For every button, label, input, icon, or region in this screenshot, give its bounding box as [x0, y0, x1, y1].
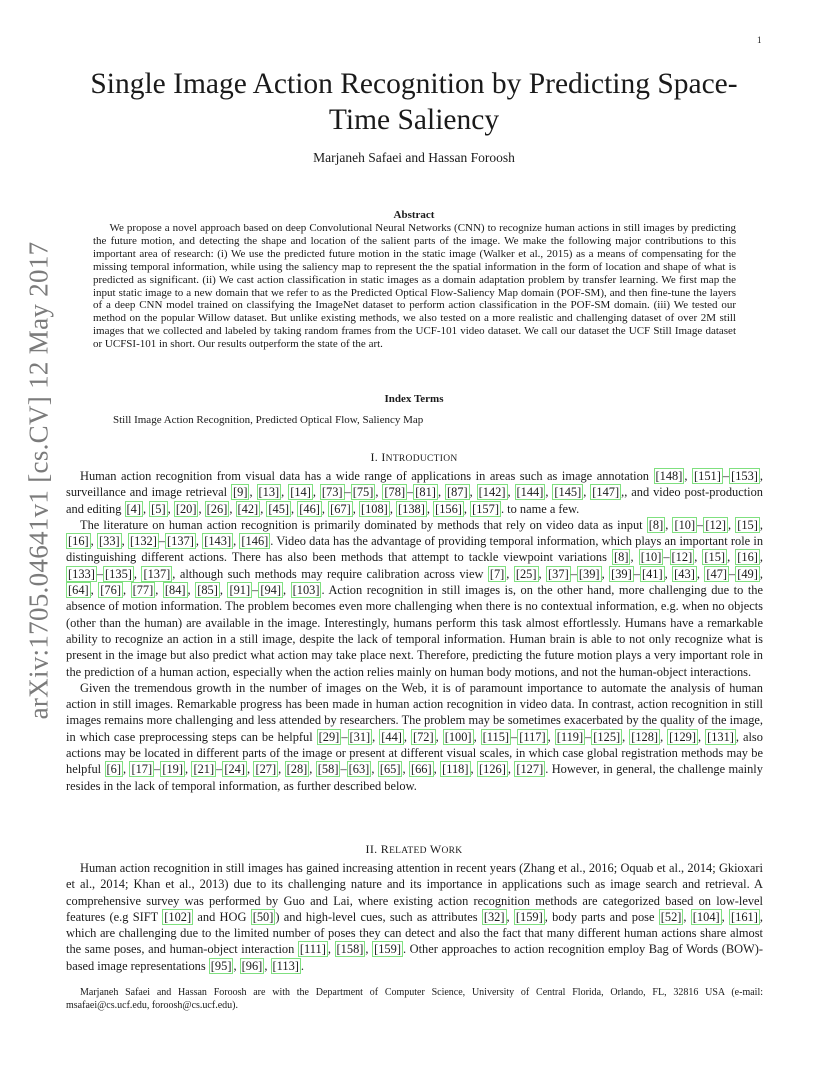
citation-link[interactable]: [13] [258, 485, 280, 500]
citation-link[interactable]: [131] [707, 729, 734, 744]
citation-link[interactable]: [119] [556, 729, 584, 744]
index-terms-heading: Index Terms [384, 393, 444, 405]
citation-link[interactable]: [50] [252, 909, 274, 924]
citation-link[interactable]: [9] [233, 485, 248, 500]
citation-link[interactable]: [4] [126, 501, 141, 516]
citation-link[interactable]: [43] [674, 566, 695, 581]
citation-link[interactable]: [47] [706, 566, 728, 581]
citation-link[interactable]: [102] [164, 909, 192, 924]
arxiv-identifier-stamp[interactable] [18, 241, 60, 719]
citation-link[interactable]: [41] [641, 566, 663, 581]
citation-link[interactable]: [52] [660, 909, 682, 924]
citation-link[interactable]: [85] [197, 583, 218, 598]
citation-link[interactable]: [16] [737, 550, 758, 565]
citation-link[interactable]: [142] [478, 485, 506, 500]
citation-link[interactable]: [76] [100, 583, 121, 598]
arxiv-identifier-text: arXiv:1705.04641v1 [cs.CV] 12 May 2017 [23, 241, 54, 719]
section-heading-introduction [60, 450, 768, 465]
citation-link[interactable]: [77] [132, 583, 154, 598]
citation-link[interactable]: [91] [229, 583, 251, 598]
citation-link[interactable]: [129] [669, 729, 696, 744]
abstract-body: We propose a novel approach based on deep Convolutional Neural Networks (CNN) to recognize human actions in still images by predicting the future motion, and detecting the shape and location of the salient parts of the image. We make the following major contributions to this important area of research: (i) We use the predicted future motion in the static image (Walker et al., 2015) as a means of compensating for the missing temporal information, while using the saliency map to represent the the spatial information in the form of location and shape of what is predicted as significant. (ii) We cast action classification in static images as a domain adaptation problem by transfer learning. We first map the input static image to a new domain that we refer to as the Predicted Optical Flow-Saliency Map domain (POF-SM), and then fine-tune the layers of a deep CNN model trained on classifying the ImageNet dataset to perform action classification in the POF-SM domain. (iii) We tested our method on the popular Willow dataset. But unlike existing methods, we also tested on a more realistic and challenging dataset of over 2M still images that we collected and labeled by taking random frames from the UCF-101 video dataset. We call our dataset the UCF Still Image dataset or UCFSI-101 in short. Our results outperform the state of the art. [93, 222, 736, 351]
introduction-text [66, 468, 763, 794]
citation-link[interactable]: [126] [479, 762, 506, 777]
citation-link[interactable]: [132] [130, 534, 157, 549]
citation-link[interactable]: [118] [442, 762, 469, 777]
citation-link[interactable]: [6] [106, 762, 121, 777]
citation-link[interactable]: [159] [515, 909, 543, 924]
citation-link[interactable]: [8] [648, 517, 664, 532]
citation-link[interactable]: [29] [318, 729, 340, 744]
citation-link[interactable]: [137] [143, 566, 171, 581]
citation-link[interactable]: [44] [381, 729, 402, 744]
citation-link[interactable]: [26] [206, 501, 228, 516]
citation-link[interactable]: [153] [731, 469, 758, 483]
citation-link[interactable]: [5] [151, 501, 166, 516]
citation-link[interactable]: [10] [640, 550, 662, 565]
citation-link[interactable]: [147] [592, 485, 620, 500]
section-heading-related-work [60, 842, 768, 857]
citation-link[interactable]: [64] [68, 583, 89, 598]
citation-link[interactable]: [16] [68, 534, 89, 549]
citation-link[interactable]: [143] [204, 534, 232, 549]
citation-link[interactable]: [65] [379, 762, 401, 777]
citation-link[interactable]: [37] [548, 566, 569, 581]
citation-link[interactable]: [87] [446, 485, 468, 500]
citation-link[interactable]: [20] [175, 501, 197, 516]
citation-link[interactable]: [32] [483, 909, 505, 924]
citation-link[interactable]: [15] [737, 517, 758, 532]
citation-link[interactable]: [42] [237, 501, 259, 516]
citation-link[interactable]: [15] [704, 550, 726, 565]
citation-link[interactable]: [39] [611, 566, 632, 581]
citation-link[interactable]: [33] [99, 534, 120, 549]
citation-link[interactable]: [115] [482, 729, 510, 744]
citation-link[interactable]: [157] [472, 501, 499, 516]
citation-link[interactable]: [8] [614, 550, 629, 565]
paragraph: Given the tremendous growth in the number of images on the Web, it is of paramount importance to automate the analysis of human action in still images. Remarkable progress has been made in human action recognition in video data. In contrast, action recognition in still images remains more challenging and less attended by researchers. The problem may be sometimes exacerbated by the quality of the image, in which case preprocessing steps can be helpful [29] – [31] , [44] , [72] , [100] , [115] – [117] , [119] – [125] , [128] , [129] , [131] , also actions may be located in different parts of the image or present at different visual scales, in which case global registration methods may be helpful [6] , [17] – [19] , [21] – [24] , [27] , [28] , [58] – [63] , [65] , [66] , [118] , [126] , [127] . However, in general, the challenge mainly resides in the lack of temporal information, as further described below. [66, 680, 763, 793]
citation-link[interactable]: [148] [655, 469, 683, 483]
citation-link[interactable]: [133] [68, 566, 95, 581]
citation-link[interactable]: [138] [398, 501, 425, 516]
abstract-heading: Abstract [393, 209, 435, 221]
section-number: I. [370, 450, 379, 464]
citation-link[interactable]: [12] [705, 517, 726, 532]
citation-link[interactable]: [113] [272, 958, 299, 973]
citation-link[interactable]: [137] [167, 534, 194, 549]
citation-link[interactable]: [46] [299, 501, 320, 516]
citation-link[interactable]: [111] [299, 942, 326, 957]
citation-link[interactable]: [158] [336, 942, 364, 957]
citation-link[interactable]: [73] [321, 485, 343, 500]
citation-link[interactable]: [103] [292, 583, 320, 598]
citation-link[interactable]: [94] [260, 583, 281, 598]
citation-link[interactable]: [128] [631, 729, 659, 744]
citation-link[interactable]: [135] [105, 566, 132, 581]
citation-link[interactable]: [72] [412, 729, 434, 744]
citation-link[interactable]: [21] [193, 762, 215, 777]
citation-link[interactable]: [75] [352, 485, 374, 500]
citation-link[interactable]: [108] [360, 501, 388, 516]
paper-authors: Marjaneh Safaei and Hassan Foroosh [313, 150, 515, 165]
page-number: 1 [757, 35, 762, 45]
citation-link[interactable]: [67] [330, 501, 351, 516]
citation-link[interactable]: [146] [241, 534, 269, 549]
citation-link[interactable]: [125] [593, 729, 621, 744]
section-title: INTRODUCTION [381, 450, 458, 464]
citation-link[interactable]: [10] [674, 517, 696, 532]
citation-link[interactable]: [151] [694, 469, 721, 483]
paragraph: Human action recognition in still images has gained increasing attention in recent years (Zhang et al., 2016; Oquab et al., 2014; Gkioxari et al., 2014; Khan et al., 2013) due to its challenging nature and its importance in applications such as image search and retrieval. A comprehensive survey was performed by Guo and Lai, where existing action recognition methods are categorized based on low-level features (e.g SIFT [102] and HOG [50] ) and high-level cues, such as attributes [32] , [159] , body parts and pose [52] , [104] , [161] , which are challenging due to the limited number of poses they can detect and also the fact that many different human actions share almost the same poses, and human-object interaction [111] , [158] , [159] . Other approaches to action recognition employ Bag of Words (BOW)-based image representations [95] , [96] , [113] . [66, 861, 764, 973]
citation-link[interactable]: [17] [131, 762, 153, 777]
citation-link[interactable]: [159] [374, 942, 401, 957]
citation-link[interactable]: [100] [444, 729, 472, 744]
citation-link[interactable]: [63] [348, 762, 370, 777]
citation-link[interactable]: [19] [162, 762, 183, 777]
citation-link[interactable]: [81] [415, 485, 436, 500]
paragraph: Human action recognition from visual data has a wide range of applications in areas such as image annotation [148] , [151] – [153] , surveillance and image retrieval [9] , [13] , [14] , [73] – [75] , [78] – [81] , [87] , [142] , [144] , [145] , [147] ,, and video post-production and editing [4] , [5] , [20] , [26] , [42] , [45] , [46] , [67] , [108] , [138] , [156] , [157] . to name a few. [66, 469, 764, 516]
author-footnote: Marjaneh Safaei and Hassan Foroosh are with the Department of Computer Science, University of Central Florida, Orlando, FL, 32816 USA (e-mail: msafaei@cs.ucf.edu, foroosh@cs.ucf.edu). [66, 987, 763, 1011]
citation-link[interactable]: [156] [435, 501, 462, 516]
citation-link[interactable]: [28] [286, 762, 308, 777]
citation-link[interactable]: [104] [692, 909, 720, 924]
citation-link[interactable]: [78] [384, 485, 406, 500]
paragraph: The literature on human action recognition is primarily dominated by methods that rely on video data as input [8] , [10] – [12] , [15] , [16] , [33] , [132] – [137] , [143] , [146] . Video data has the advantage of providing temporal information, which plays an important role in distinguishing different actions. There has also been methods that attempt to tackle viewpoint variations [8] , [10] – [12] , [15] , [16] , [133] – [135] , [137] , although such methods may require calibration across view [7] , [25] , [37] – [39] , [39] – [41] , [43] , [47] – [49] , [64] , [76] , [77] , [84] , [85] , [91] – [94] , [103] . Action recognition in still images is, on the other hand, more challenging due to the absence of motion information. The problem becomes even more challenging when there is no contextual information, e.g. when no objects (other than the human) are available in the image. Interestingly, humans perform this task almost effortlessly. Humans have a remarkable ability to recognize an action in a still image, despite the lack of temporal information. Human brain is able to not only recognize what is present in the image but also predict what action may take place next. Therefore, predicting the future motion plays a very important role in the prediction of a human action, especially when the action relies mainly on human body motions, and not the human-object interactions. [66, 517, 764, 679]
citation-link[interactable]: [49] [737, 566, 758, 581]
citation-link[interactable]: [84] [164, 583, 186, 598]
citation-link[interactable]: [27] [255, 762, 277, 777]
citation-link[interactable]: [24] [224, 762, 245, 777]
citation-link[interactable]: [145] [554, 485, 582, 500]
citation-link[interactable]: [96] [241, 958, 263, 973]
related-work-text [66, 860, 763, 974]
citation-link[interactable]: [12] [671, 550, 693, 565]
citation-link[interactable]: [117] [519, 729, 546, 744]
citation-link[interactable]: [58] [317, 762, 339, 777]
citation-link[interactable]: [66] [410, 762, 432, 777]
citation-link[interactable]: [161] [731, 909, 758, 924]
citation-link[interactable]: [14] [290, 485, 311, 500]
citation-link[interactable]: [7] [489, 566, 505, 581]
citation-link[interactable]: [39] [578, 566, 600, 581]
paper-title: Single Image Action Recognition by Predicting Space-Time Saliency [90, 68, 738, 136]
citation-link[interactable]: [144] [516, 485, 544, 500]
index-terms-body: Still Image Action Recognition, Predicted Optical Flow, Saliency Map [113, 414, 424, 426]
citation-link[interactable]: [31] [349, 729, 371, 744]
citation-link[interactable]: [45] [268, 501, 290, 516]
citation-link[interactable]: [127] [516, 762, 544, 777]
citation-link[interactable]: [95] [210, 958, 232, 973]
citation-link[interactable]: [25] [515, 566, 537, 581]
section-title: RELATED WORK [380, 842, 463, 856]
section-number: II. [365, 842, 378, 856]
